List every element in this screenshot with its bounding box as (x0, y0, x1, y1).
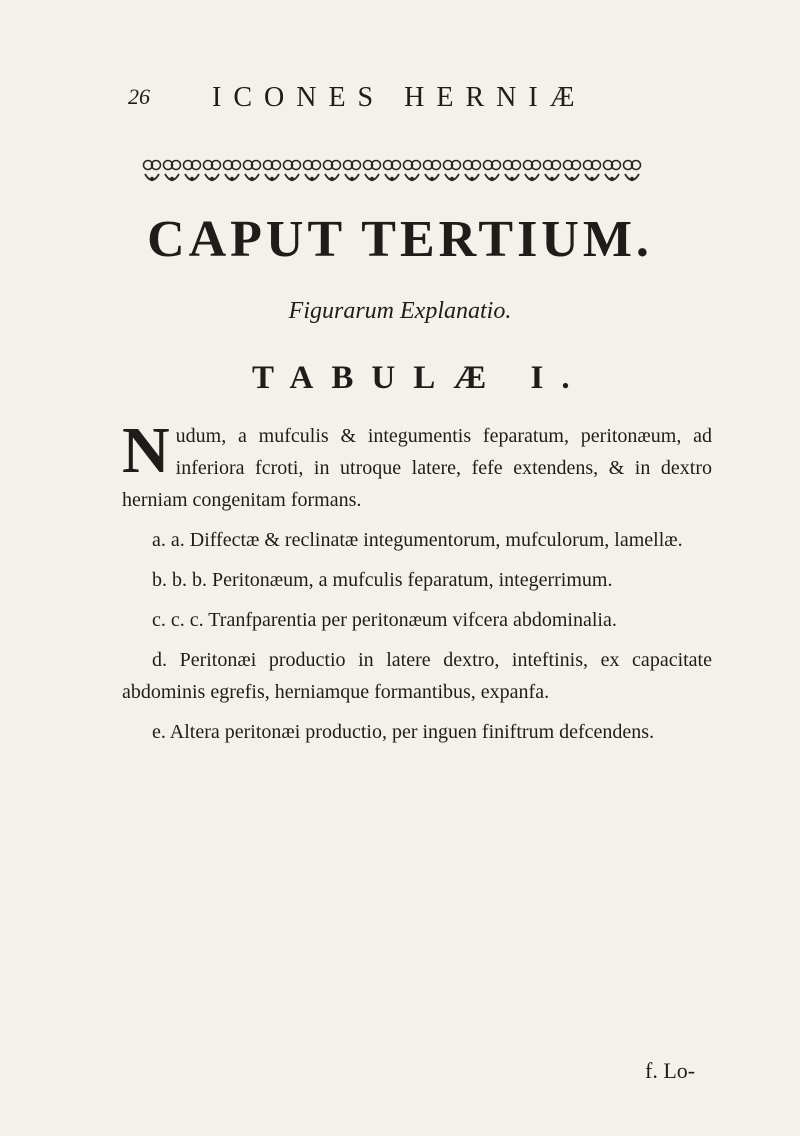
running-title: ICONES HERNIÆ (212, 82, 587, 113)
section-title: TABULÆ I. (252, 360, 588, 396)
explanation-item-e: e. Altera peritonæi productio, per inguen finiftrum defcendens. (152, 721, 655, 743)
catchword: f. Lo- (645, 1058, 696, 1083)
paragraph-intro (122, 414, 712, 516)
paragraph-text: udum, a mufculis & integumentis feparatum, peritonæum, ad inferiora fcroti, in utroque latere, fefe extendens, & in dextro herniam congenitam formans. (122, 425, 712, 511)
explanation-item-c: c. c. c. Tranfparentia per peritonæum vifcera abdominalia. (152, 609, 617, 631)
subtitle: Figurarum Explanatio. (288, 298, 512, 324)
page-number: 26 (128, 84, 150, 109)
explanation-item-a: a. a. Diffectæ & reclinatæ integumentorum, mufculorum, lamellæ. (152, 529, 683, 551)
chapter-title: CAPUT TERTIUM. (147, 211, 653, 268)
drop-cap: N (122, 414, 170, 487)
explanation-item-d: d. Peritonæi productio in latere dextro, inteftinis, ex capacitate abdominis egrefis, herniamque formantibus, expanfa. (122, 649, 712, 703)
printer-ornament-band (142, 156, 642, 188)
explanation-item-b: b. b. b. Peritonæum, a mufculis feparatum, integerrimum. (152, 569, 613, 591)
body-text (122, 414, 712, 748)
running-head (0, 82, 800, 122)
